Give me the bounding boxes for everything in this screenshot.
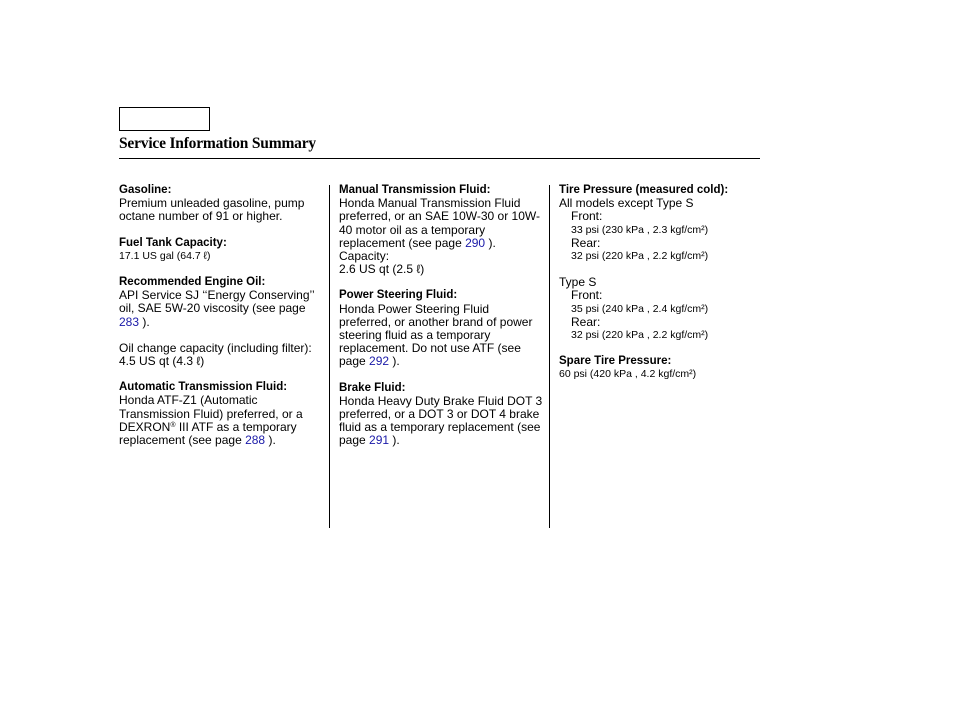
power-steering-heading: Power Steering Fluid:	[339, 289, 458, 302]
tire-models-label: All models except Type S	[559, 196, 694, 211]
brake-fluid-section	[339, 382, 544, 448]
spare-tire-heading: Spare Tire Pressure:	[559, 355, 672, 368]
page-link-288[interactable]: 288	[245, 433, 266, 448]
mtf-desc-end: ).	[485, 235, 496, 250]
brake-fluid-desc-end: ).	[389, 433, 400, 448]
brake-fluid-text	[339, 395, 544, 448]
gasoline-text: Premium unleaded gasoline, pump octane number of 91 or higher.	[119, 196, 305, 224]
gasoline-section	[119, 184, 324, 224]
atf-desc-end: ).	[265, 433, 276, 448]
page-link-292[interactable]: 292	[369, 354, 390, 369]
fuel-tank-heading: Fuel Tank Capacity:	[119, 236, 227, 249]
engine-oil-heading: Recommended Engine Oil:	[119, 276, 266, 289]
engine-oil-desc-end: ).	[139, 314, 150, 329]
spare-tire-section	[559, 355, 759, 381]
page-title: Service Information Summary	[119, 135, 316, 152]
oil-capacity-label: Oil change capacity (including filter):	[119, 340, 312, 355]
front-label-standard: Front:	[571, 209, 603, 224]
page-link-283[interactable]: 283	[119, 314, 140, 329]
oil-capacity-value: 4.5 US qt (4.3 ℓ)	[119, 354, 205, 369]
power-steering-desc: Honda Power Steering Fluid preferred, or another brand of power steering fluid as a temporary replacement. Do not use ATF (see page	[339, 301, 533, 369]
atf-desc-2: III ATF as a temporary replacement (see page	[119, 419, 297, 448]
mtf-text	[339, 197, 544, 250]
mtf-desc: Honda Manual Transmission Fluid preferred, or an SAE 10W-30 or 10W-40 motor oil as a temporary replacement (see page	[339, 196, 540, 250]
tire-pressure-section	[559, 184, 759, 342]
power-steering-section	[339, 289, 544, 368]
front-value-type-s: 35 psi (240 kPa , 2.4 kgf/cm²)	[571, 302, 709, 315]
column-tires	[559, 184, 759, 395]
tire-pressure-heading: Tire Pressure (measured cold):	[559, 184, 729, 196]
page-link-290[interactable]: 290	[465, 235, 486, 250]
atf-text	[119, 394, 324, 447]
power-steering-text	[339, 303, 544, 369]
spare-tire-value: 60 psi (420 kPa , 4.2 kgf/cm²)	[559, 368, 697, 381]
mtf-section	[339, 184, 544, 276]
section-tab-box	[119, 107, 210, 131]
column-divider-1	[329, 185, 330, 528]
engine-oil-text	[119, 289, 324, 329]
power-steering-desc-end: ).	[389, 354, 400, 369]
engine-oil-section	[119, 276, 324, 368]
atf-desc: Honda ATF-Z1 (Automatic Transmission Fluid) preferred, or a DEXRON	[119, 393, 303, 434]
type-s-label: Type S	[559, 275, 597, 290]
mtf-capacity-label: Capacity:	[339, 249, 390, 264]
rear-label-standard: Rear:	[571, 235, 601, 250]
title-divider	[119, 158, 760, 159]
rear-value-type-s: 32 psi (220 kPa , 2.2 kgf/cm²)	[571, 329, 709, 342]
atf-heading: Automatic Transmission Fluid:	[119, 381, 288, 394]
column-divider-2	[549, 185, 550, 528]
engine-oil-desc: API Service SJ ‘‘Energy Conserving’’ oil, SAE 5W-20 viscosity (see page	[119, 288, 315, 316]
brake-fluid-heading: Brake Fluid:	[339, 381, 406, 394]
fuel-tank-section	[119, 237, 324, 263]
gasoline-heading: Gasoline:	[119, 184, 172, 196]
rear-label-type-s: Rear:	[571, 314, 601, 329]
column-fluids	[339, 184, 544, 461]
mtf-heading: Manual Transmission Fluid:	[339, 184, 491, 196]
mtf-capacity-value: 2.6 US qt (2.5 ℓ)	[339, 262, 425, 277]
front-label-type-s: Front:	[571, 288, 603, 303]
page-link-291[interactable]: 291	[369, 433, 390, 448]
column-fuel-oil	[119, 184, 324, 460]
front-value-standard: 33 psi (230 kPa , 2.3 kgf/cm²)	[571, 223, 709, 236]
rear-value-standard: 32 psi (220 kPa , 2.2 kgf/cm²)	[571, 250, 709, 263]
registered-mark: ®	[170, 421, 176, 429]
atf-section	[119, 381, 324, 447]
fuel-tank-value: 17.1 US gal (64.7 ℓ)	[119, 249, 211, 262]
brake-fluid-desc: Honda Heavy Duty Brake Fluid DOT 3 preferred, or a DOT 3 or DOT 4 brake fluid as a temporary replacement (see page	[339, 393, 543, 448]
